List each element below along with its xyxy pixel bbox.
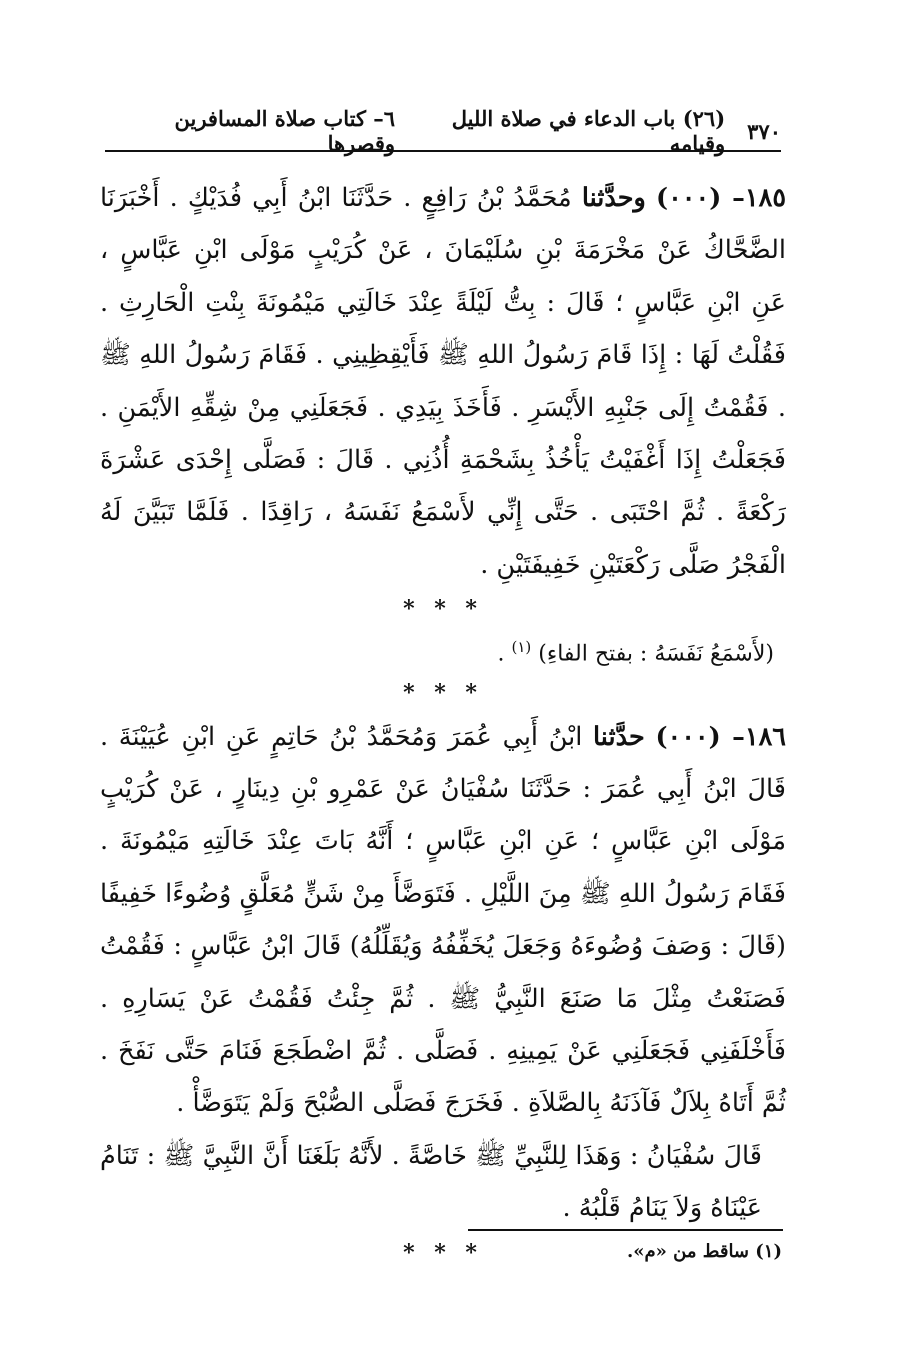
page-number: ٣٧٠ — [747, 118, 781, 144]
hadith-lead: حدَّثنا — [593, 721, 645, 752]
section-separator: * * * — [403, 596, 483, 623]
note-text: (لأَسْمَعُ نَفَسَهُ : بفتح الفاءِ) — [538, 641, 774, 667]
hadith-185 — [100, 172, 786, 591]
hadith-186-comment: قَالَ سُفْيَانُ : وَهَذَا لِلنَّبِيِّ ﷺ خَاصَّةً . لأَنَّهُ بَلَغَنَا أَنَّ النَّبِيَّ ﷺ : تَنَامُ عَيْنَاهُ وَلاَ يَنَامُ قَلْبُهُ . — [100, 1140, 762, 1224]
hadith-lead: وحدَّثنا — [581, 183, 646, 213]
hadith-number: ١٨٦– (٠٠٠) — [655, 721, 786, 752]
hadith-186 — [100, 711, 786, 1130]
hadith-text: مُحَمَّدُ بْنُ رَافِعٍ . حَدَّثَنَا ابْنُ أَبِي فُدَيْكٍ . أَخْبَرَنَا الضَّحَّاكُ عَنْ مَخْرَمَةَ بْنِ سُلَيْمَانَ ، عَنْ كُرَيْبٍ مَوْلَى ابْنِ عَبَّاسٍ ، عَنِ ابْنِ عَبَّاسٍ ؛ قَالَ : بِتُّ لَيْلَةً عِنْدَ خَالَتِي مَيْمُونَةَ بِنْتِ الْحَارِثِ . فَقُلْتُ لَهَا : إِذَا قَامَ رَسُولُ اللهِ ﷺ فَأَيْقِظِينِي . فَقَامَ رَسُولُ اللهِ ﷺ . فَقُمْتُ إِلَى جَنْبِهِ الأَيْسَرِ . فَأَخَذَ بِيَدِي . فَجَعَلَنِي مِنْ شِقِّهِ الأَيْمَنِ . فَجَعَلْتُ إِذَا أَغْفَيْتُ يَأْخُذُ بِشَحْمَةِ أُذُنِي . قَالَ : فَصَلَّى إِحْدَى عَشْرَةَ رَكْعَةً . ثُمَّ احْتَبَى . حَتَّى إِنِّي لأَسْمَعُ نَفَسَهُ ، رَاقِدًا . فَلَمَّا تَبَيَّنَ لَهُ الْفَجْرُ صَلَّى رَكْعَتَيْنِ خَفِيفَتَيْنِ . — [100, 183, 786, 580]
page-body — [100, 172, 786, 1271]
section-separator: * * * — [403, 679, 483, 706]
section-separator: * * * — [403, 1239, 483, 1266]
footnote-marker: (١) — [511, 638, 532, 657]
hadith-number: ١٨٥– (٠٠٠) — [656, 183, 787, 213]
section-title: (٢٦) باب الدعاء في صلاة الليل وقيامه — [451, 106, 726, 156]
hadith-text: ابْنُ أَبِي عُمَرَ وَمُحَمَّدُ بْنُ حَاتِمٍ عَنِ ابْنِ عُيَيْنَةَ . قَالَ ابْنُ أَبِي عُمَرَ : حَدَّثَنَا سُفْيَانُ عَنْ عَمْرِو بْنِ دِينَارٍ ، عَنْ كُرَيْبٍ مَوْلَى ابْنِ عَبَّاسٍ ؛ عَنِ ابْنِ عَبَّاسٍ ؛ أَنَّهُ بَاتَ عِنْدَ خَالَتِهِ مَيْمُونَةَ . فَقَامَ رَسُولُ اللهِ ﷺ مِنَ اللَّيْلِ . فَتَوَضَّأَ مِنْ شَنٍّ مُعَلَّقٍ وُضُوءًا خَفِيفًا (قَالَ : وَصَفَ وُضُوءَهُ وَجَعَلَ يُخَفِّفُهُ وَيُقَلِّلُهُ) قَالَ ابْنُ عَبَّاسٍ : فَقُمْتُ فَصَنَعْتُ مِثْلَ مَا صَنَعَ النَّبِيُّ ﷺ . ثُمَّ جِئْتُ فَقُمْتُ عَنْ يَسَارِهِ . فَأَخْلَفَنِي فَجَعَلَنِي عَنْ يَمِينِهِ . فَصَلَّى . ثُمَّ اضْطَجَعَ فَنَامَ حَتَّى نَفَخَ . ثُمَّ أَتَاهُ بِلاَلٌ فَآذَنَهُ بِالصَّلاَةِ . فَخَرَجَ فَصَلَّى الصُّبْحَ وَلَمْ يَتَوَضَّأْ . — [100, 721, 786, 1119]
explanatory-note — [100, 627, 786, 674]
footnote-rule — [468, 1229, 783, 1231]
note-end: . — [497, 641, 505, 667]
book-title: ٦– كتاب صلاة المسافرين وقصرها — [174, 106, 396, 156]
running-header — [105, 106, 781, 156]
footnote: (١) ساقط من «م». — [626, 1241, 782, 1262]
